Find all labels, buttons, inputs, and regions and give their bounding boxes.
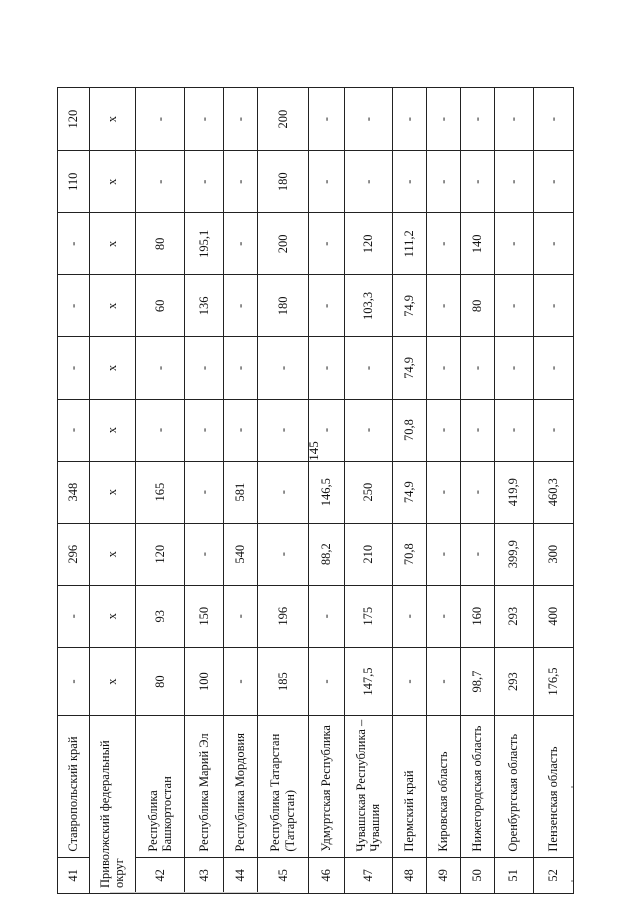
value-cell: x — [89, 399, 136, 461]
value-cell: x — [89, 461, 136, 523]
region-name: Республика Мордовия — [223, 716, 257, 857]
table-row — [136, 88, 185, 894]
table-row — [223, 88, 257, 894]
value-cell: - — [136, 151, 185, 213]
value-cell: - — [460, 523, 494, 585]
value-cell: - — [308, 337, 344, 399]
value-cell: x — [89, 151, 136, 213]
value-cell: - — [58, 647, 90, 716]
row-number: 46 — [308, 857, 344, 893]
row-number: 44 — [223, 857, 257, 893]
table-row — [533, 88, 573, 894]
value-cell: 88,2 — [308, 523, 344, 585]
value-cell: - — [223, 399, 257, 461]
scan-artifact-line — [110, 892, 280, 893]
region-name: Ставропольский край — [58, 716, 90, 857]
value-cell: 60 — [136, 275, 185, 337]
value-cell: 103,3 — [344, 275, 393, 337]
price-table — [57, 87, 574, 894]
table-row — [344, 88, 393, 894]
value-cell: 98,7 — [460, 647, 494, 716]
region-name: Удмуртская Республика — [308, 716, 344, 857]
value-cell: - — [533, 88, 573, 151]
price-table-rotated — [57, 87, 574, 894]
value-cell: 300 — [533, 523, 573, 585]
value-cell: 185 — [257, 647, 308, 716]
row-number: 50 — [460, 857, 494, 893]
value-cell: - — [223, 337, 257, 399]
value-cell: - — [494, 275, 533, 337]
region-name: Нижегородская область — [460, 716, 494, 857]
value-cell: 210 — [344, 523, 393, 585]
value-cell: 176,5 — [533, 647, 573, 716]
value-cell: - — [223, 585, 257, 647]
value-cell: - — [223, 275, 257, 337]
value-cell: 296 — [58, 523, 90, 585]
value-cell: 400 — [533, 585, 573, 647]
section-label: Приволжский федеральный округ — [89, 716, 136, 894]
value-cell: - — [223, 647, 257, 716]
value-cell: - — [393, 151, 427, 213]
value-cell: 100 — [184, 647, 223, 716]
value-cell: x — [89, 213, 136, 275]
value-cell: - — [58, 399, 90, 461]
value-cell: - — [308, 647, 344, 716]
value-cell: - — [184, 461, 223, 523]
value-cell: 70,8 — [393, 523, 427, 585]
value-cell: - — [223, 151, 257, 213]
value-cell: - — [460, 461, 494, 523]
value-cell: - — [426, 275, 460, 337]
region-name: Пензенская область — [533, 716, 573, 857]
value-cell: - — [393, 585, 427, 647]
value-cell: - — [393, 647, 427, 716]
value-cell: 175 — [344, 585, 393, 647]
value-cell: 160 — [460, 585, 494, 647]
value-cell: x — [89, 88, 136, 151]
value-cell: - — [308, 399, 344, 461]
value-cell: - — [58, 337, 90, 399]
value-cell: 150 — [184, 585, 223, 647]
value-cell: - — [494, 88, 533, 151]
table-row — [308, 88, 344, 894]
value-cell: 93 — [136, 585, 185, 647]
value-cell: 196 — [257, 585, 308, 647]
table-row — [460, 88, 494, 894]
value-cell: - — [223, 88, 257, 151]
value-cell: x — [89, 275, 136, 337]
value-cell: x — [89, 337, 136, 399]
value-cell: - — [460, 399, 494, 461]
value-cell: 136 — [184, 275, 223, 337]
region-name: Республика Татарстан (Татарстан) — [257, 716, 308, 857]
region-name: Кировская область — [426, 716, 460, 857]
value-cell: - — [257, 337, 308, 399]
value-cell: - — [494, 337, 533, 399]
value-cell: - — [426, 213, 460, 275]
value-cell: 250 — [344, 461, 393, 523]
value-cell: 581 — [223, 461, 257, 523]
value-cell: - — [136, 399, 185, 461]
value-cell: 120 — [58, 88, 90, 151]
value-cell: - — [426, 151, 460, 213]
value-cell: - — [136, 88, 185, 151]
value-cell: - — [308, 275, 344, 337]
region-name: Чувашская Республика – Чувашия — [344, 716, 393, 857]
value-cell: - — [344, 337, 393, 399]
value-cell: - — [533, 213, 573, 275]
value-cell: 195,1 — [184, 213, 223, 275]
value-cell: 110 — [58, 151, 90, 213]
row-number: 45 — [257, 857, 308, 893]
value-cell: 80 — [136, 647, 185, 716]
value-cell: 70,8 — [393, 399, 427, 461]
value-cell: - — [426, 585, 460, 647]
value-cell: 74,9 — [393, 337, 427, 399]
region-name: Пермский край — [393, 716, 427, 857]
value-cell: 540 — [223, 523, 257, 585]
value-cell: - — [308, 151, 344, 213]
value-cell: 111,2 — [393, 213, 427, 275]
value-cell: - — [223, 213, 257, 275]
value-cell: 120 — [344, 213, 393, 275]
value-cell: 120 — [136, 523, 185, 585]
value-cell: - — [257, 399, 308, 461]
value-cell: 180 — [257, 151, 308, 213]
value-cell: 147,5 — [344, 647, 393, 716]
value-cell: - — [426, 647, 460, 716]
row-number: 47 — [344, 857, 393, 893]
table-section-row — [89, 88, 136, 894]
value-cell: - — [184, 151, 223, 213]
value-cell: - — [533, 151, 573, 213]
value-cell: - — [58, 213, 90, 275]
table-rows — [136, 88, 574, 894]
value-cell: 180 — [257, 275, 308, 337]
value-cell: - — [494, 151, 533, 213]
value-cell: - — [184, 88, 223, 151]
value-cell: - — [426, 88, 460, 151]
value-cell: - — [393, 88, 427, 151]
value-cell: - — [308, 213, 344, 275]
row-number: 42 — [136, 857, 185, 893]
value-cell: - — [460, 337, 494, 399]
value-cell: - — [58, 585, 90, 647]
scan-artifact-dot — [571, 786, 573, 788]
value-cell: 74,9 — [393, 461, 427, 523]
value-cell: x — [89, 647, 136, 716]
row-number: 48 — [393, 857, 427, 893]
value-cell: - — [257, 523, 308, 585]
value-cell: 80 — [136, 213, 185, 275]
row-number: 49 — [426, 857, 460, 893]
table-row-41 — [58, 88, 90, 894]
value-cell: x — [89, 523, 136, 585]
value-cell: - — [426, 399, 460, 461]
value-cell: - — [308, 88, 344, 151]
value-cell: - — [533, 399, 573, 461]
row-number: 52 — [533, 857, 573, 893]
table-row — [257, 88, 308, 894]
value-cell: 146,5 — [308, 461, 344, 523]
value-cell: - — [426, 523, 460, 585]
value-cell: - — [136, 337, 185, 399]
value-cell: 419,9 — [494, 461, 533, 523]
value-cell: 200 — [257, 213, 308, 275]
value-cell: 140 — [460, 213, 494, 275]
value-cell: - — [344, 88, 393, 151]
value-cell: - — [494, 399, 533, 461]
value-cell: - — [533, 275, 573, 337]
value-cell: - — [426, 461, 460, 523]
region-name: Оренбургская область — [494, 716, 533, 857]
value-cell: - — [460, 88, 494, 151]
table-row — [494, 88, 533, 894]
value-cell: - — [184, 523, 223, 585]
table-row — [184, 88, 223, 894]
value-cell: - — [533, 337, 573, 399]
value-cell: 165 — [136, 461, 185, 523]
region-name: Республика Марий Эл — [184, 716, 223, 857]
value-cell: - — [426, 337, 460, 399]
value-cell: - — [344, 151, 393, 213]
row-number: 41 — [58, 857, 90, 893]
region-name: Республика Башкортостан — [136, 716, 185, 857]
value-cell: - — [58, 275, 90, 337]
value-cell: - — [257, 461, 308, 523]
table-row — [426, 88, 460, 894]
scan-artifact-dot — [571, 880, 573, 882]
value-cell: - — [494, 213, 533, 275]
value-cell: 460,3 — [533, 461, 573, 523]
page-number: 145 — [306, 441, 321, 461]
value-cell: - — [184, 337, 223, 399]
value-cell: 293 — [494, 647, 533, 716]
value-cell: - — [308, 585, 344, 647]
row-number: 51 — [494, 857, 533, 893]
row-number: 43 — [184, 857, 223, 893]
value-cell: 293 — [494, 585, 533, 647]
value-cell: - — [184, 399, 223, 461]
value-cell: 399,9 — [494, 523, 533, 585]
value-cell: 80 — [460, 275, 494, 337]
table-row — [393, 88, 427, 894]
value-cell: 348 — [58, 461, 90, 523]
value-cell: x — [89, 585, 136, 647]
value-cell: 200 — [257, 88, 308, 151]
value-cell: - — [460, 151, 494, 213]
value-cell: 74,9 — [393, 275, 427, 337]
value-cell: - — [344, 399, 393, 461]
